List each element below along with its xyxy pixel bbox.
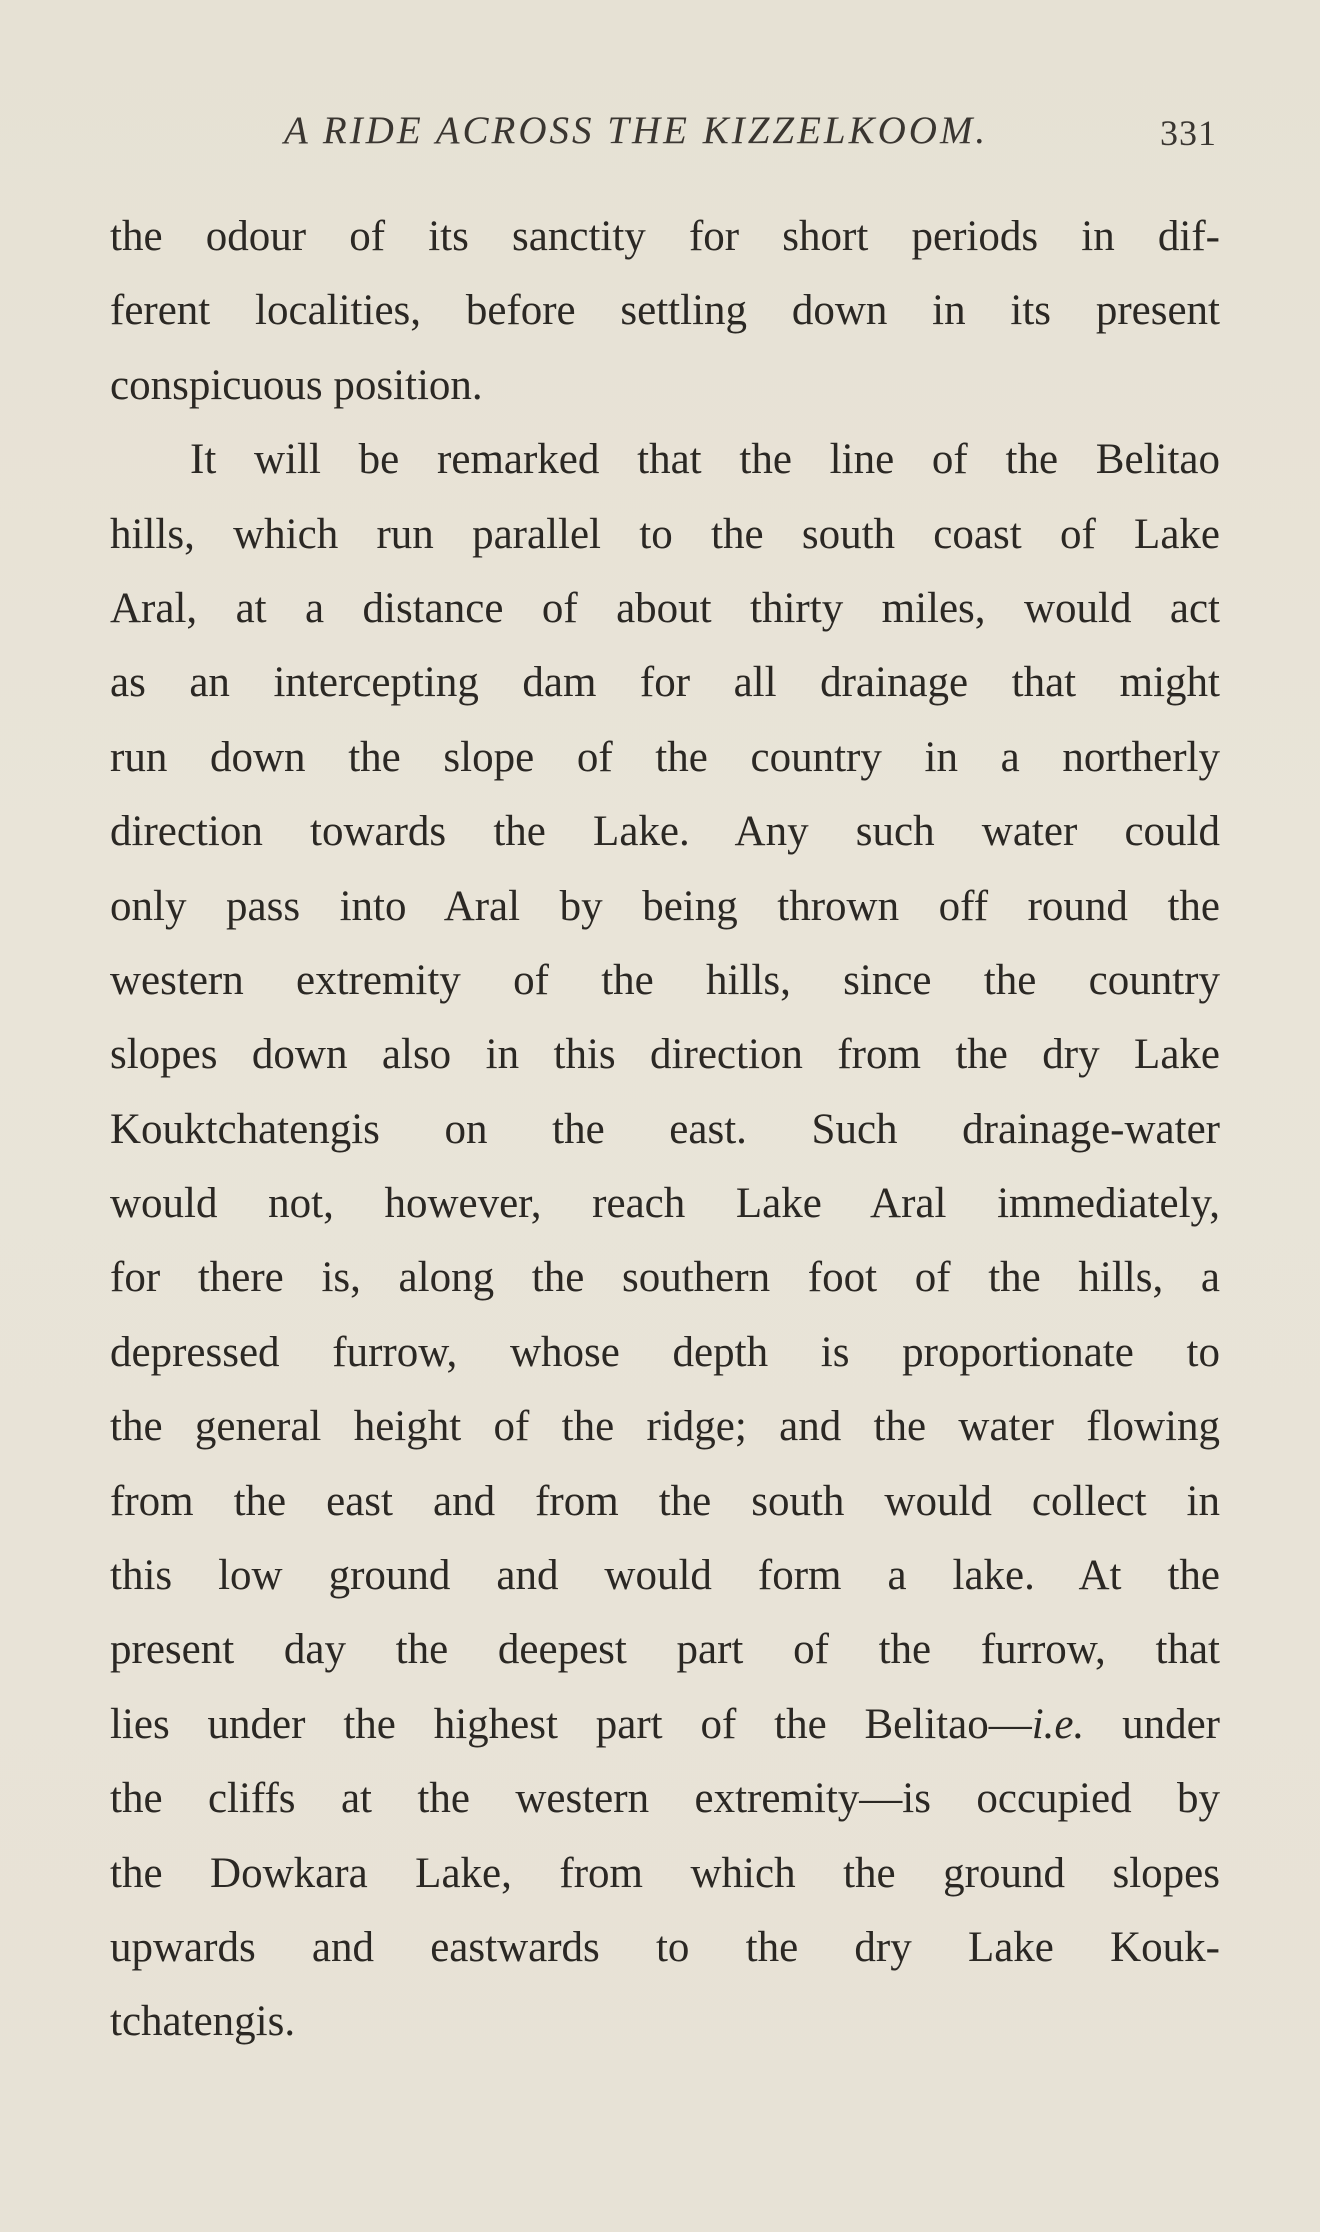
- text-line: run down the slope of the country in a northerly: [110, 733, 1220, 781]
- text-run: lies under the highest part of the Belitao—: [110, 1700, 1032, 1748]
- text-line: the odour of its sanctity for short periods in dif-: [110, 213, 1220, 260]
- text-line: western extremity of the hills, since the country: [110, 956, 1220, 1004]
- text-line: this low ground and would form a lake. At the: [110, 1552, 1220, 1600]
- body-text: [110, 200, 1220, 2060]
- running-title: A RIDE ACROSS THE KIZZELKOOM.: [284, 109, 989, 152]
- text-line: as an intercepting dam for all drainage that might: [110, 659, 1220, 707]
- running-head: [0, 108, 1320, 158]
- text-line: the general height of the ridge; and the water flowing: [110, 1403, 1220, 1451]
- text-run: under: [1084, 1700, 1221, 1748]
- page-number: 331: [1160, 113, 1217, 153]
- text-line: only pass into Aral by being thrown off round the: [110, 882, 1220, 930]
- italic-abbreviation: i.e.: [1031, 1700, 1085, 1748]
- text-line: the cliffs at the western extremity—is occupied by: [110, 1775, 1220, 1823]
- text-line: [110, 1688, 1220, 1762]
- text-line: conspicuous position.: [110, 361, 483, 409]
- text-line: for there is, along the southern foot of the hills, a: [110, 1254, 1220, 1302]
- text-line: Aral, at a distance of about thirty miles, would act: [110, 584, 1220, 632]
- text-line: the Dowkara Lake, from which the ground slopes: [110, 1849, 1220, 1897]
- text-line: depressed furrow, whose depth is proportionate to: [110, 1328, 1220, 1376]
- text-line: ferent localities, before settling down in its present: [110, 287, 1220, 335]
- text-line: hills, which run parallel to the south coast of Lake: [110, 510, 1220, 558]
- text-line: Kouktchatengis on the east. Such drainage-water: [110, 1105, 1220, 1153]
- text-line: direction towards the Lake. Any such water could: [110, 808, 1220, 856]
- text-line: present day the deepest part of the furrow, that: [110, 1626, 1220, 1674]
- text-line: from the east and from the south would collect in: [110, 1477, 1220, 1525]
- text-line: tchatengis.: [110, 1998, 296, 2046]
- text-line: upwards and eastwards to the dry Lake Kouk-: [110, 1923, 1220, 1971]
- text-line: slopes down also in this direction from the dry Lake: [110, 1031, 1220, 1079]
- text-line: would not, however, reach Lake Aral immediately,: [110, 1180, 1220, 1228]
- text-line: It will be remarked that the line of the Belitao: [190, 436, 1220, 484]
